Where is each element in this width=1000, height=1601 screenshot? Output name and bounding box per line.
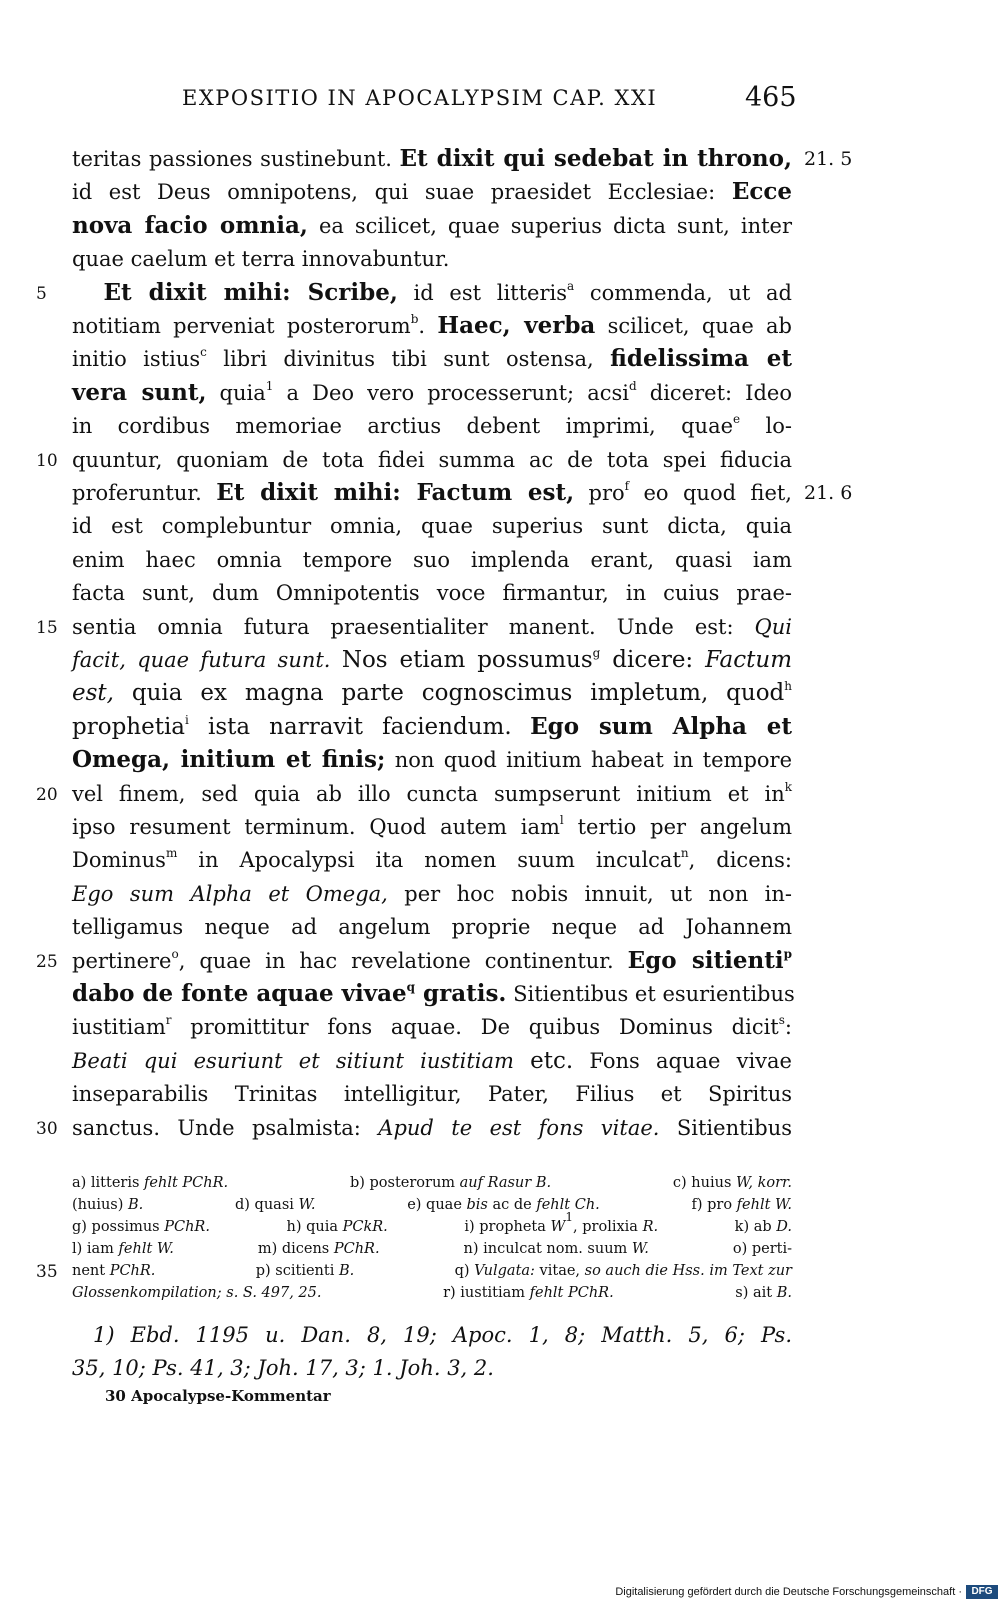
- text-line-content: dabo de fonte aquae vivae$^q$ gratis. Sitientibus et esurientibus: [72, 980, 795, 1007]
- text-line: [72, 610, 792, 644]
- text-line: [72, 543, 792, 577]
- apparatus-entry: q) Vulgata: vitae, so auch die Hss. im Text zur: [454, 1263, 792, 1279]
- text-line-content: est, quia ex magna parte cognoscimus impletum, quod$^h$: [72, 679, 792, 707]
- text-line-content: teritas passiones sustinebunt. Et dixit qui sedebat in throno,: [72, 145, 792, 172]
- line-number: 35: [36, 1262, 58, 1282]
- apparatus-entry: e) quae bis ac de fehlt Ch.: [407, 1197, 600, 1213]
- text-line-content: enim haec omnia tempore suo implenda erant, quasi iam: [72, 547, 792, 572]
- text-line-content: prophetia$^i$ ista narravit faciendum. Ego sum Alpha et: [72, 712, 792, 740]
- text-line: [72, 877, 792, 911]
- apparatus-entry: p) scitienti B.: [255, 1263, 355, 1279]
- text-line-content: pertinere$^o$, quae in hac revelatione continentur. Ego sitienti$^p$: [72, 946, 792, 974]
- text-line-content: Ego sum Alpha et Omega, per hoc nobis innuit, ut non in-: [72, 881, 792, 906]
- dfg-logo: DFG: [966, 1585, 998, 1599]
- apparatus-line: [72, 1260, 792, 1282]
- apparatus-entry: f) pro fehlt W.: [691, 1197, 792, 1213]
- text-line-content: nova facio omnia, ea scilicet, quae superius dicta sunt, inter: [72, 211, 792, 239]
- text-line: [72, 944, 792, 978]
- apparatus-entry: a) litteris fehlt PChR.: [72, 1175, 229, 1191]
- apparatus-entry: (huius) B.: [72, 1197, 144, 1213]
- apparatus-entry: Glossenkompilation; s. S. 497, 25.: [72, 1285, 322, 1301]
- page-header: [0, 82, 1000, 122]
- line-number: 5: [36, 283, 47, 304]
- text-line: [72, 409, 792, 443]
- text-line: [72, 1010, 792, 1044]
- apparatus-entry: k) ab D.: [734, 1219, 792, 1235]
- text-line-content: Beati qui esuriunt et sitiunt iustitiam etc. Fons aquae vivae: [72, 1047, 792, 1074]
- line-number: 15: [36, 617, 58, 638]
- text-line: [72, 910, 792, 944]
- text-line: [72, 743, 792, 777]
- text-line-content: initio istius$^c$ libri divinitus tibi sunt ostensa, fidelissima et: [72, 345, 792, 373]
- text-line: [72, 376, 792, 410]
- apparatus-entry: c) huius W, korr.: [672, 1175, 792, 1191]
- text-line-content: Omega, initium et finis; non quod initium habeat in tempore: [72, 746, 793, 774]
- apparatus-entry: m) dicens PChR.: [257, 1241, 380, 1257]
- apparatus-entry: d) quasi W.: [235, 1197, 316, 1213]
- text-line-content: notitiam perveniat posterorum$^b$. Haec, verba scilicet, quae ab: [72, 312, 792, 339]
- text-line: [72, 342, 792, 376]
- text-line-content: Dominus$^m$ in Apocalypsi ita nomen suum inculcat$^n$, dicens:: [72, 846, 792, 873]
- text-line-content: sentia omnia futura praesentialiter manent. Unde est: Qui: [72, 614, 792, 639]
- text-line: [72, 810, 792, 844]
- text-line-content: quae caelum et terra innovabuntur.: [72, 247, 450, 272]
- text-line-content: id est complebuntur omnia, quae superius sunt dicta, quia: [72, 514, 792, 539]
- line-number: 10: [36, 450, 58, 471]
- line-number: 20: [36, 784, 58, 805]
- apparatus-entry: nent PChR.: [72, 1263, 156, 1279]
- text-line-content: telligamus neque ad angelum proprie neque ad Johannem: [72, 915, 792, 940]
- text-line: [72, 643, 792, 677]
- apparatus-line: [72, 1172, 792, 1194]
- text-line-content: proferuntur. Et dixit mihi: Factum est, pro$^f$ eo quod fiet,: [72, 479, 792, 506]
- apparatus-entry: i) propheta $W^1$, prolixia R.: [464, 1210, 659, 1235]
- running-title: EXPOSITIO IN APOCALYPSIM CAP. XXI: [182, 86, 658, 110]
- apparatus-entry: g) possimus PChR.: [72, 1219, 210, 1235]
- text-line-content: facta sunt, dum Omnipotentis voce firmantur, in cuius prae-: [72, 581, 792, 606]
- apparatus-line: [72, 1210, 792, 1238]
- text-line-content: vera sunt, quia$^1$ a Deo vero processerunt; acsi$^d$ diceret: Ideo: [72, 378, 792, 406]
- text-line: [72, 710, 792, 744]
- page-number: 465: [745, 82, 797, 113]
- apparatus-entry: s) ait B.: [735, 1285, 792, 1301]
- funding-credit: Digitalisierung gefördert durch die Deutsche Forschungsgemeinschaft ·: [615, 1586, 962, 1598]
- text-line: [72, 1044, 792, 1078]
- apparatus-entry: n) inculcat nom. suum W.: [463, 1241, 649, 1257]
- text-line-content: inseparabilis Trinitas intelligitur, Pater, Filius et Spiritus: [72, 1082, 792, 1107]
- text-line: [72, 276, 792, 310]
- apparatus-line: [72, 1282, 792, 1304]
- text-line: [72, 242, 792, 276]
- apparatus-entry: h) quia PCkR.: [286, 1219, 388, 1235]
- text-line-content: vel finem, sed quia ab illo cuncta sumpserunt initium et $in^k$: [72, 779, 792, 806]
- text-line-content: id est Deus omnipotens, qui suae praesidet Ecclesiae: Ecce: [72, 178, 792, 206]
- text-line: [72, 476, 792, 510]
- text-line-content: quuntur, quoniam de tota fidei summa ac de tota spei fiducia: [72, 447, 792, 472]
- apparatus-entry: r) iustitiam fehlt PChR.: [443, 1285, 614, 1301]
- text-line: [72, 977, 795, 1011]
- text-line: [72, 142, 792, 176]
- apparatus-line: [72, 1238, 792, 1260]
- printer-signature: 30 Apocalypse-Kommentar: [105, 1387, 331, 1405]
- line-number: 30: [36, 1118, 58, 1139]
- verse-reference: 21. 5: [804, 148, 853, 170]
- text-line-content: in cordibus memoriae arctius debent imprimi, quae$^e$ lo-: [72, 412, 792, 439]
- apparatus-entry: l) iam fehlt W.: [72, 1241, 174, 1257]
- text-line: [72, 175, 792, 209]
- apparatus-entry: o) perti-: [732, 1241, 792, 1257]
- line-number: 25: [36, 951, 58, 972]
- reference-line: 35, 10; Ps. 41, 3; Joh. 17, 3; 1. Joh. 3, 2.: [72, 1356, 494, 1380]
- text-line-content: facit, quae futura sunt. Nos etiam possumus$^g$ dicere: Factum: [72, 646, 792, 673]
- text-line: [72, 676, 792, 710]
- text-line-content: sanctus. Unde psalmista: Apud te est fons vitae. Sitientibus: [72, 1115, 792, 1140]
- text-line-content: ipso resument terminum. Quod autem iam$^l$ tertio per angelum: [72, 813, 792, 839]
- text-line: [72, 1077, 792, 1111]
- text-line: [72, 309, 792, 343]
- text-line: [72, 777, 792, 811]
- text-line: [72, 209, 792, 243]
- text-line-content: Et dixit mihi: Scribe, id est litteris$^a$ commenda, ut ad: [103, 278, 792, 306]
- text-line-content: iustitiam$^r$ promittitur fons aquae. De quibus Dominus dicit$^s$:: [72, 1013, 792, 1040]
- apparatus-line: [72, 1194, 792, 1216]
- reference-line: 1) Ebd. 1195 u. Dan. 8, 19; Apoc. 1, 8; Matth. 5, 6; Ps.: [72, 1323, 792, 1347]
- text-line: [72, 576, 792, 610]
- text-line: [72, 509, 792, 543]
- footer: [600, 1581, 1000, 1601]
- text-line: [72, 843, 792, 877]
- apparatus-entry: b) posterorum auf Rasur B.: [349, 1175, 552, 1191]
- text-line: [72, 1111, 792, 1145]
- verse-reference: 21. 6: [804, 482, 853, 504]
- text-line: [72, 443, 792, 477]
